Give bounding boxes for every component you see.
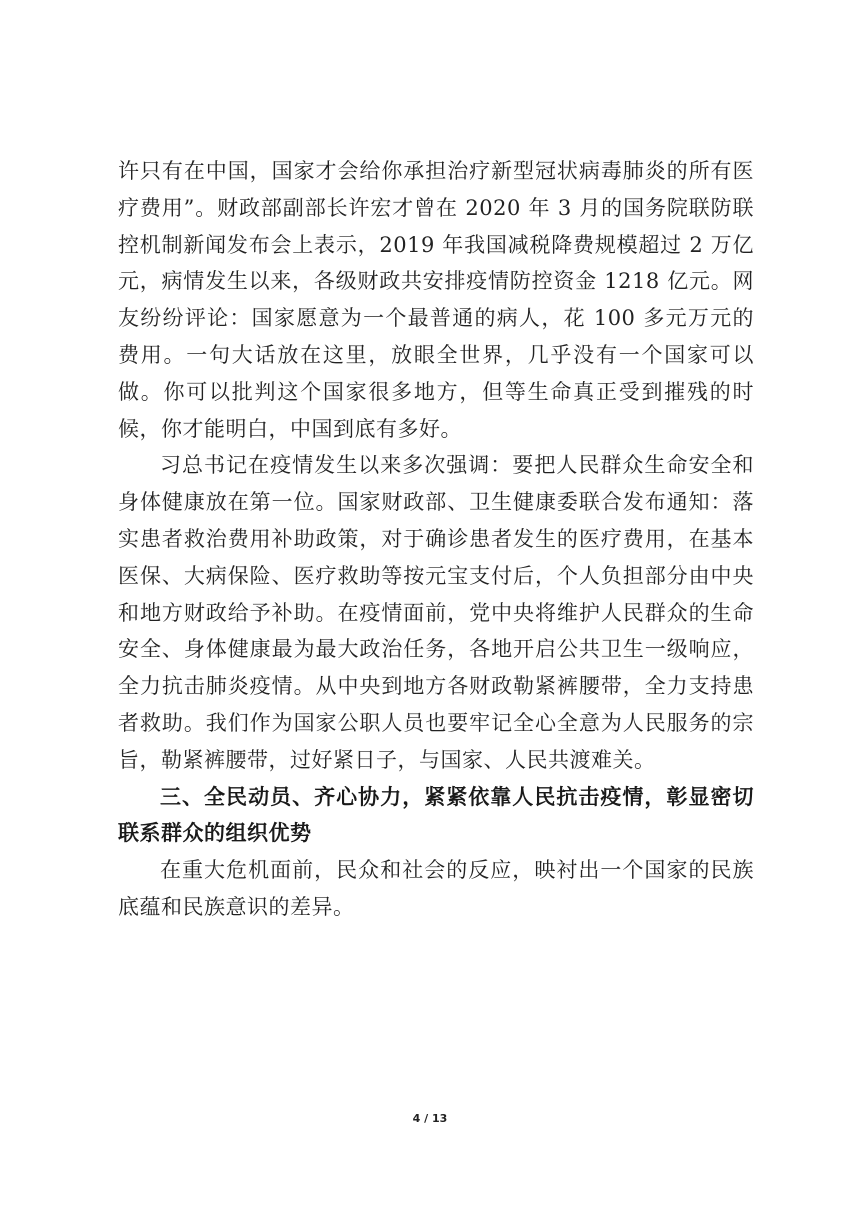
paragraph-continuation: 许只有在中国，国家才会给你承担治疗新型冠状病毒肺炎的所有医疗费用”。财政部副部长许宏才曾在 2020 年 3 月的国务院联防联控机制新闻发布会上表示，2019 年我国减税降费规模超过 2 万亿元，病情发生以来，各级财政共安排疫情防控资金 1218 亿元。网友纷纷评论：国家愿意为一个最普通的病人，花 100 多元万元的费用。一句大话放在这里，放眼全世界，几乎没有一个国家可以做。你可以批判这个国家很多地方，但等生命真正受到摧残的时候，你才能明白，中国到底有多好。 [118, 159, 754, 441]
paragraph-crisis: 在重大危机面前，民众和社会的反应，映衬出一个国家的民族底蕴和民族意识的差异。 [118, 858, 754, 919]
paragraph-policy: 习总书记在疫情发生以来多次强调：要把人民群众生命安全和身体健康放在第一位。国家财政部、卫生健康委联合发布通知：落实患者救治费用补助政策，对于确诊患者发生的医疗费用，在基本医保、大病保险、医疗救助等按元宝支付后，个人负担部分由中央和地方财政给予补助。在疫情面前，党中央将维护人民群众的生命安全、身体健康最为最大政治任务，各地开启公共卫生一级响应，全力抗击肺炎疫情。从中央到地方各财政勒紧裤腰带，全力支持患者救助。我们作为国家公职人员也要牢记全心全意为人民服务的宗旨，勒紧裤腰带，过好紧日子，与国家、人民共渡难关。 [118, 453, 754, 772]
document-body [118, 153, 754, 926]
section-heading: 三、全民动员、齐心协力，紧紧依靠人民抗击疫情，彰显密切联系群众的组织优势 [118, 784, 754, 846]
page-number: 4 / 13 [412, 1112, 448, 1125]
